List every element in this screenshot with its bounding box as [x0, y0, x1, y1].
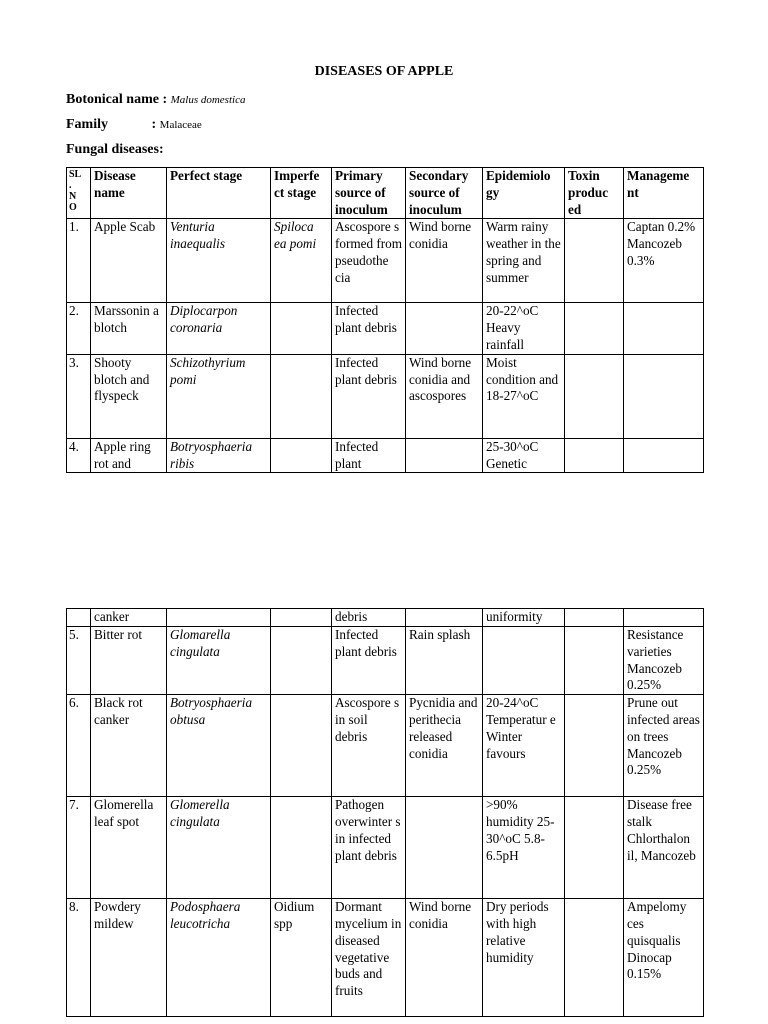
- cell-disease-name: Black rot canker: [91, 695, 167, 797]
- cell-imperfect-stage: Oidium spp: [271, 899, 332, 1017]
- cell-primary-source: Dormant mycelium in diseased vegetative buds and fruits: [332, 899, 406, 1017]
- cell-toxin-produced: [565, 354, 624, 438]
- cell-epidemiology: >90% humidity 25-30^oC 5.8-6.5pH: [483, 797, 565, 899]
- table-row: [67, 219, 704, 303]
- cell-primary-source: debris: [332, 609, 406, 627]
- cell-toxin-produced: [565, 797, 624, 899]
- cell-sl-no: 2.: [67, 303, 91, 354]
- cell-toxin-produced: [565, 303, 624, 354]
- cell-perfect-stage: Glomerella cingulata: [167, 797, 271, 899]
- disease-table-part-1: [66, 167, 704, 473]
- cell-toxin-produced: [565, 609, 624, 627]
- cell-secondary-source: [406, 797, 483, 899]
- botanical-name-value: Malus domestica: [170, 94, 246, 106]
- cell-epidemiology: 20-24^oC Temperatur e Winter favours: [483, 695, 565, 797]
- cell-sl-no: [67, 609, 91, 627]
- cell-epidemiology: [483, 627, 565, 695]
- table-row: [67, 354, 704, 438]
- table-row: [67, 609, 704, 627]
- cell-disease-name: Glomerella leaf spot: [91, 797, 167, 899]
- cell-disease-name: Powdery mildew: [91, 899, 167, 1017]
- cell-epidemiology: 25-30^oC Genetic: [483, 438, 565, 473]
- cell-perfect-stage: Glomarella cingulata: [167, 627, 271, 695]
- cell-epidemiology: Warm rainy weather in the spring and summer: [483, 219, 565, 303]
- cell-management: Disease free stalk Chlorthalon il, Mancozeb: [624, 797, 704, 899]
- cell-imperfect-stage: [271, 627, 332, 695]
- cell-management: Captan 0.2% Mancozeb 0.3%: [624, 219, 704, 303]
- cell-toxin-produced: [565, 695, 624, 797]
- cell-management: Prune out infected areas on trees Mancozeb 0.25%: [624, 695, 704, 797]
- cell-management: [624, 438, 704, 473]
- cell-secondary-source: Pycnidia and perithecia released conidia: [406, 695, 483, 797]
- cell-disease-name: Bitter rot: [91, 627, 167, 695]
- cell-disease-name: Shooty blotch and flyspeck: [91, 354, 167, 438]
- cell-primary-source: Ascospore s in soil debris: [332, 695, 406, 797]
- header-epidemiology: Epidemiolo gy: [483, 168, 565, 219]
- cell-secondary-source: [406, 438, 483, 473]
- header-management: Manageme nt: [624, 168, 704, 219]
- header-disease-name: Disease name: [91, 168, 167, 219]
- cell-sl-no: 1.: [67, 219, 91, 303]
- disease-table-part-2: [66, 608, 704, 1017]
- cell-sl-no: 7.: [67, 797, 91, 899]
- header-sl-no: SL . N O: [67, 168, 91, 219]
- table-header-row: [67, 168, 704, 219]
- table-row: [67, 303, 704, 354]
- cell-primary-source: Infected plant debris: [332, 627, 406, 695]
- cell-disease-name: Apple Scab: [91, 219, 167, 303]
- cell-management: [624, 609, 704, 627]
- cell-perfect-stage: Botryosphaeria obtusa: [167, 695, 271, 797]
- table-row: [67, 627, 704, 695]
- section-heading: Fungal diseases:: [66, 142, 164, 157]
- cell-secondary-source: Wind borne conidia: [406, 899, 483, 1017]
- family-line: [66, 117, 202, 133]
- cell-epidemiology: 20-22^oC Heavy rainfall: [483, 303, 565, 354]
- cell-imperfect-stage: [271, 438, 332, 473]
- cell-primary-source: Ascospore s formed from pseudothe cia: [332, 219, 406, 303]
- cell-sl-no: 5.: [67, 627, 91, 695]
- table-row: [67, 695, 704, 797]
- cell-perfect-stage: Venturia inaequalis: [167, 219, 271, 303]
- cell-management: [624, 303, 704, 354]
- family-label: Family: [66, 117, 108, 132]
- cell-epidemiology: Moist condition and 18-27^oC: [483, 354, 565, 438]
- cell-management: Resistance varieties Mancozeb 0.25%: [624, 627, 704, 695]
- cell-toxin-produced: [565, 438, 624, 473]
- header-toxin-produced: Toxin produc ed: [565, 168, 624, 219]
- header-perfect-stage: Perfect stage: [167, 168, 271, 219]
- cell-imperfect-stage: [271, 354, 332, 438]
- header-imperfect-stage: Imperfe ct stage: [271, 168, 332, 219]
- cell-toxin-produced: [565, 899, 624, 1017]
- cell-epidemiology: uniformity: [483, 609, 565, 627]
- cell-epidemiology: Dry periods with high relative humidity: [483, 899, 565, 1017]
- cell-perfect-stage: Botryosphaeria ribis: [167, 438, 271, 473]
- header-primary-source: Primary source of inoculum: [332, 168, 406, 219]
- cell-primary-source: Pathogen overwinter s in infected plant debris: [332, 797, 406, 899]
- cell-primary-source: Infected plant: [332, 438, 406, 473]
- cell-imperfect-stage: Spiloca ea pomi: [271, 219, 332, 303]
- cell-imperfect-stage: [271, 609, 332, 627]
- cell-disease-name: Apple ring rot and: [91, 438, 167, 473]
- botanical-name-label: Botonical name :: [66, 92, 168, 107]
- cell-sl-no: 3.: [67, 354, 91, 438]
- cell-toxin-produced: [565, 219, 624, 303]
- cell-sl-no: 6.: [67, 695, 91, 797]
- cell-primary-source: Infected plant debris: [332, 303, 406, 354]
- cell-secondary-source: [406, 609, 483, 627]
- cell-primary-source: Infected plant debris: [332, 354, 406, 438]
- table-row: [67, 899, 704, 1017]
- cell-secondary-source: Wind borne conidia: [406, 219, 483, 303]
- page-title: DISEASES OF APPLE: [314, 64, 454, 79]
- cell-imperfect-stage: [271, 695, 332, 797]
- table-row: [67, 797, 704, 899]
- cell-toxin-produced: [565, 627, 624, 695]
- cell-imperfect-stage: [271, 797, 332, 899]
- header-secondary-source: Secondary source of inoculum: [406, 168, 483, 219]
- cell-secondary-source: [406, 303, 483, 354]
- family-value: Malaceae: [159, 119, 202, 131]
- cell-sl-no: 8.: [67, 899, 91, 1017]
- cell-secondary-source: Rain splash: [406, 627, 483, 695]
- cell-perfect-stage: Podosphaera leucotricha: [167, 899, 271, 1017]
- cell-secondary-source: Wind borne conidia and ascospores: [406, 354, 483, 438]
- cell-perfect-stage: [167, 609, 271, 627]
- cell-disease-name: canker: [91, 609, 167, 627]
- cell-perfect-stage: Diplocarpon coronaria: [167, 303, 271, 354]
- cell-management: [624, 354, 704, 438]
- cell-management: Ampelomy ces quisqualis Dinocap 0.15%: [624, 899, 704, 1017]
- family-colon: :: [151, 117, 157, 132]
- table-row: [67, 438, 704, 473]
- cell-perfect-stage: Schizothyrium pomi: [167, 354, 271, 438]
- cell-sl-no: 4.: [67, 438, 91, 473]
- cell-imperfect-stage: [271, 303, 332, 354]
- botanical-name-line: [66, 92, 245, 108]
- cell-disease-name: Marssonin a blotch: [91, 303, 167, 354]
